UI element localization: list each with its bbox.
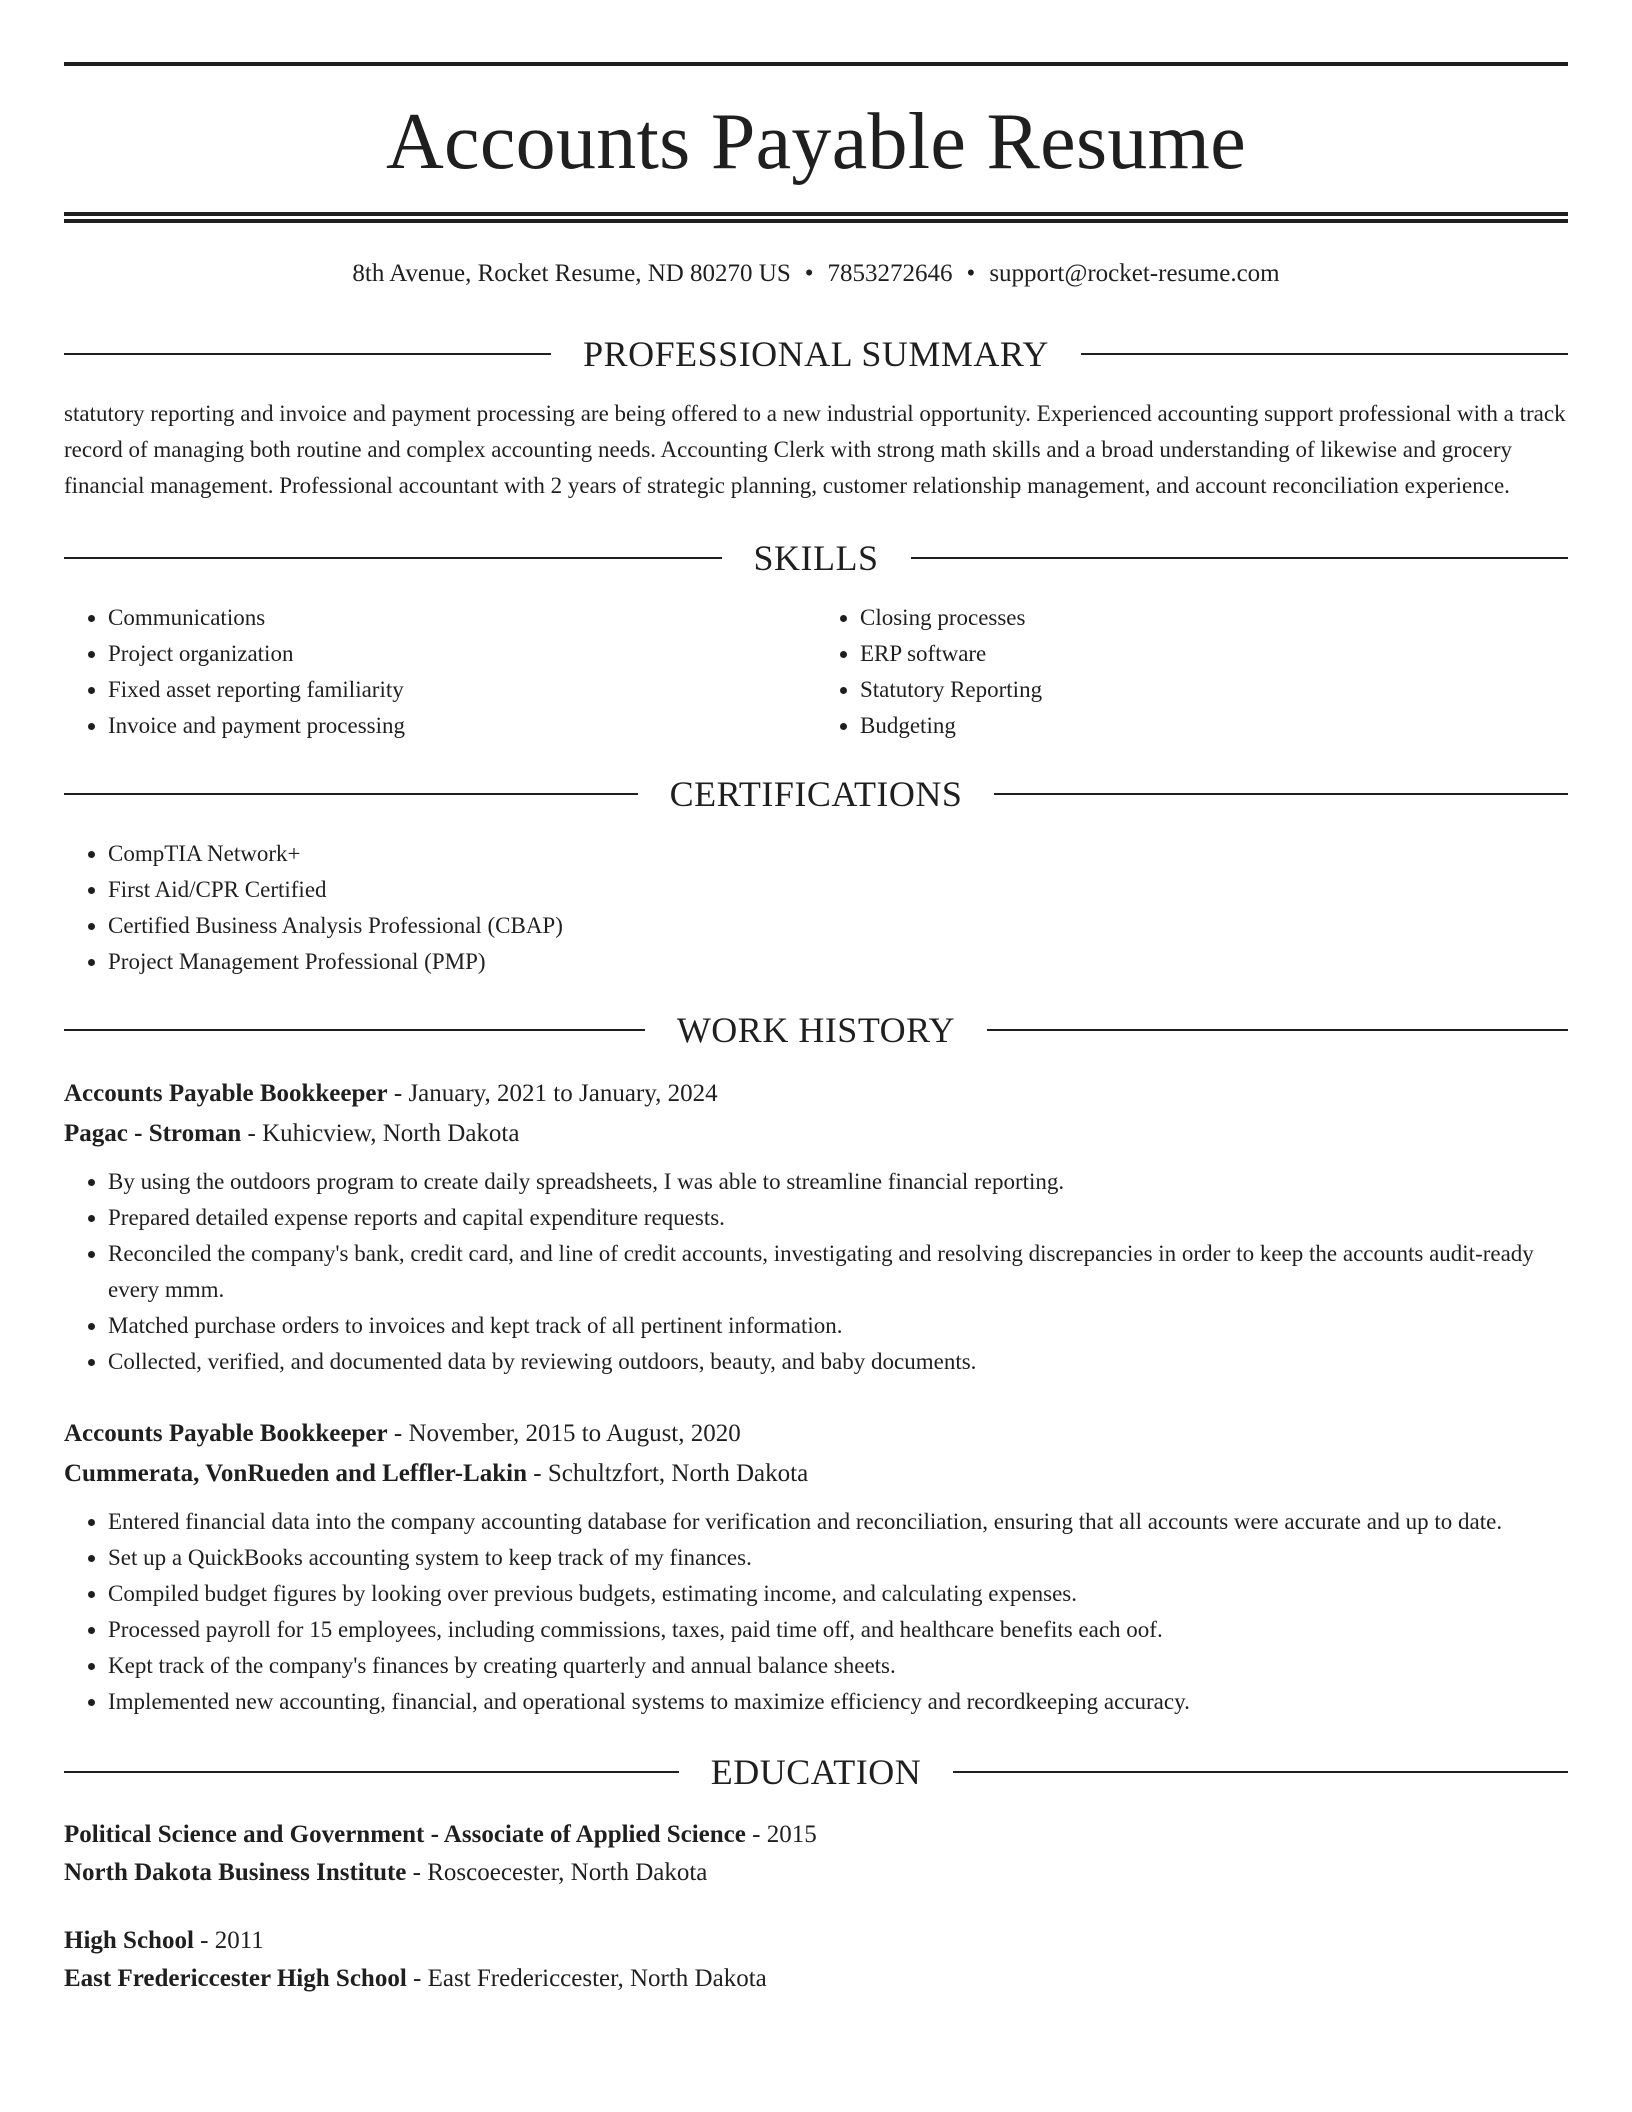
heading-rule-right — [987, 1029, 1568, 1031]
work-heading: WORK HISTORY — [676, 1010, 956, 1050]
skill-item: • Invoice and payment processing — [108, 708, 816, 744]
job-bullet: • Matched purchase orders to invoices and kept track of all pertinent information. — [108, 1308, 1568, 1344]
contact-phone: 7853272646 — [827, 260, 953, 287]
certification-item: • First Aid/CPR Certified — [108, 872, 1568, 908]
skill-item: • Closing processes — [860, 600, 1568, 636]
summary-heading: PROFESSIONAL SUMMARY — [583, 334, 1049, 374]
certifications-heading: CERTIFICATIONS — [669, 774, 963, 814]
section-heading-work — [64, 1012, 1568, 1048]
job-bullet: • Kept track of the company's finances by creating quarterly and annual balance sheets. — [108, 1648, 1568, 1684]
education-school-line: North Dakota Business Institute - Roscoecester, North Dakota — [64, 1859, 708, 1886]
contact-address: 8th Avenue, Rocket Resume, ND 80270 US — [352, 260, 791, 287]
skill-item: • Project organization — [108, 636, 816, 672]
education-degree: Political Science and Government - Associate of Applied Science — [64, 1821, 746, 1848]
contact-separator: • — [804, 260, 814, 287]
skill-item: • Budgeting — [860, 708, 1568, 744]
job-entry — [64, 1414, 1568, 1720]
job-title-line: Accounts Payable Bookkeeper - January, 2021 to January, 2024 — [64, 1080, 718, 1107]
job-bullet: • Implemented new accounting, financial, and operational systems to maximize efficiency and recordkeeping accuracy. — [108, 1684, 1568, 1720]
heading-rule-left — [64, 793, 638, 795]
education-heading: EDUCATION — [710, 1752, 922, 1792]
job-bullets — [64, 1504, 1568, 1720]
skill-item: • Fixed asset reporting familiarity — [108, 672, 816, 708]
heading-rule-left — [64, 353, 551, 355]
education-location: East Fredericcester, North Dakota — [427, 1965, 767, 1992]
education-entry — [64, 1816, 1568, 1892]
heading-rule-right — [911, 557, 1569, 559]
heading-rule-left — [64, 557, 722, 559]
section-heading-education — [64, 1754, 1568, 1790]
skills-list-left — [64, 600, 816, 744]
education-school-line: East Fredericcester High School - East Fredericcester, North Dakota — [64, 1965, 767, 1992]
section-heading-skills — [64, 540, 1568, 576]
education-degree-line: Political Science and Government - Associate of Applied Science - 2015 — [64, 1821, 817, 1848]
certifications-list — [64, 836, 1568, 980]
job-bullet: • Compiled budget figures by looking over previous budgets, estimating income, and calculating expenses. — [108, 1576, 1568, 1612]
education-year: 2011 — [214, 1927, 264, 1954]
job-bullets — [64, 1164, 1568, 1380]
section-heading-certifications — [64, 776, 1568, 812]
education-entry — [64, 1922, 1568, 1998]
heading-rule-right — [1081, 353, 1568, 355]
skills-heading: SKILLS — [753, 538, 879, 578]
skills-list-right — [816, 600, 1568, 744]
job-title: Accounts Payable Bookkeeper — [64, 1420, 388, 1447]
job-bullet: • By using the outdoors program to create daily spreadsheets, I was able to streamline financial reporting. — [108, 1164, 1568, 1200]
contact-line — [64, 261, 1568, 286]
certification-item: • CompTIA Network+ — [108, 836, 1568, 872]
job-bullet: • Collected, verified, and documented data by reviewing outdoors, beauty, and baby documents. — [108, 1344, 1568, 1380]
job-title-line: Accounts Payable Bookkeeper - November, 2015 to August, 2020 — [64, 1420, 741, 1447]
education-location: Roscoecester, North Dakota — [427, 1859, 708, 1886]
education-school: East Fredericcester High School — [64, 1965, 407, 1992]
education-school: North Dakota Business Institute — [64, 1859, 407, 1886]
job-bullet: • Entered financial data into the company accounting database for verification and reconciliation, ensuring that all accounts were accurate and up to date. — [108, 1504, 1568, 1540]
job-bullet: • Processed payroll for 15 employees, including commissions, taxes, paid time off, and healthcare benefits each oof. — [108, 1612, 1568, 1648]
job-entry — [64, 1074, 1568, 1380]
title-double-rule — [64, 212, 1568, 223]
heading-rule-left — [64, 1029, 645, 1031]
heading-rule-right — [994, 793, 1568, 795]
job-bullet: • Prepared detailed expense reports and capital expenditure requests. — [108, 1200, 1568, 1236]
heading-rule-right — [953, 1771, 1568, 1773]
job-bullet: • Set up a QuickBooks accounting system to keep track of my finances. — [108, 1540, 1568, 1576]
heading-rule-left — [64, 1771, 679, 1773]
contact-email: support@rocket-resume.com — [989, 260, 1280, 287]
skill-item: • Communications — [108, 600, 816, 636]
job-company: Pagac - Stroman — [64, 1120, 242, 1147]
education-degree-line: High School - 2011 — [64, 1927, 264, 1954]
certification-item: • Certified Business Analysis Professional (CBAP) — [108, 908, 1568, 944]
job-company-line: Pagac - Stroman - Kuhicview, North Dakota — [64, 1120, 520, 1147]
skills-grid — [64, 600, 1568, 744]
job-company: Cummerata, VonRueden and Leffler-Lakin — [64, 1460, 527, 1487]
section-heading-summary — [64, 336, 1568, 372]
job-dates: November, 2015 to August, 2020 — [408, 1420, 741, 1447]
skill-item: • ERP software — [860, 636, 1568, 672]
certification-item: • Project Management Professional (PMP) — [108, 944, 1568, 980]
education-degree: High School — [64, 1927, 194, 1954]
job-location: Kuhicview, North Dakota — [262, 1120, 520, 1147]
job-dates: January, 2021 to January, 2024 — [408, 1080, 718, 1107]
skill-item: • Statutory Reporting — [860, 672, 1568, 708]
job-company-line: Cummerata, VonRueden and Leffler-Lakin - Schultzfort, North Dakota — [64, 1460, 809, 1487]
contact-separator: • — [966, 260, 976, 287]
summary-text: statutory reporting and invoice and payment processing are being offered to a new industrial opportunity. Experienced accounting support professional with a track record of managing both routine and complex accounting needs. Accounting Clerk with strong math skills and a broad understanding of likewise and grocery financial management. Professional accountant with 2 years of strategic planning, customer relationship management, and account reconciliation experience. — [64, 401, 1566, 498]
education-year: 2015 — [766, 1821, 817, 1848]
job-bullet: • Reconciled the company's bank, credit card, and line of credit accounts, investigating and resolving discrepancies in order to keep the accounts audit-ready every mmm. — [108, 1236, 1568, 1308]
job-title: Accounts Payable Bookkeeper — [64, 1080, 388, 1107]
job-location: Schultzfort, North Dakota — [547, 1460, 809, 1487]
resume-title: Accounts Payable Resume — [385, 98, 1247, 186]
